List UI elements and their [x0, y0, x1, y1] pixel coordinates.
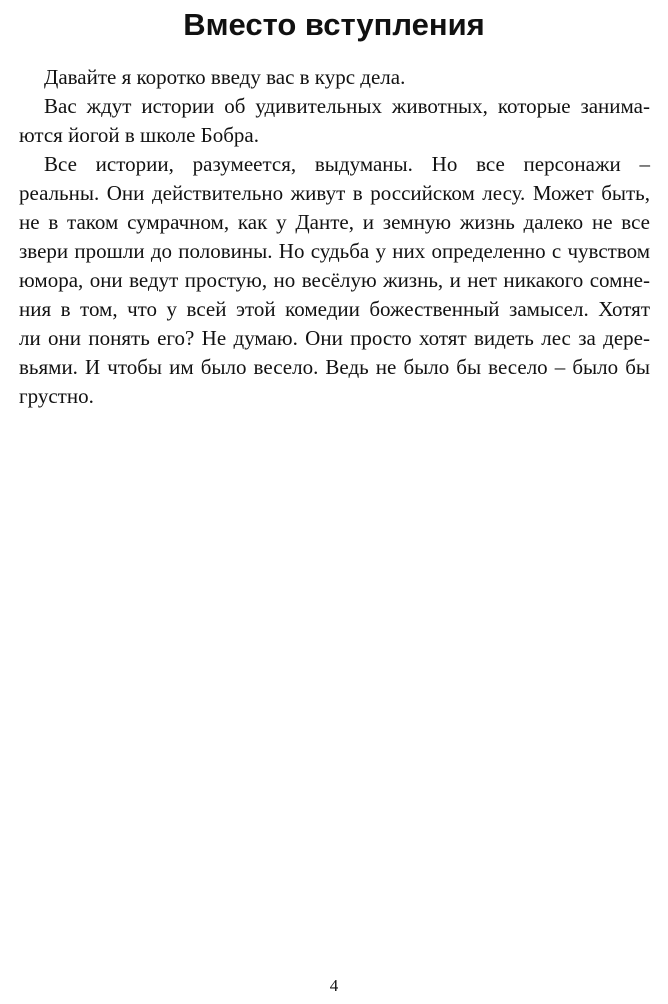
text-line: Все истории, разумеется, выдуманы. Но все персонажи – [44, 152, 650, 176]
text-line: ния в том, что у всей этой комедии божественный замысел. Хотят [19, 297, 650, 321]
page-number: 4 [329, 976, 339, 995]
text-line: ли они понять его? Не думаю. Они просто хотят видеть лес за дере- [19, 326, 650, 350]
text-line: вьями. И чтобы им было весело. Ведь не было бы весело – было бы [19, 355, 650, 379]
text-line: грустно. [19, 384, 94, 408]
text-line: Давайте я коротко введу вас в курс дела. [44, 65, 406, 89]
text-line: реальны. Они действительно живут в российском лесу. Может быть, [19, 181, 650, 205]
text-line: ются йогой в школе Бобра. [19, 123, 259, 147]
text-line: юмора, они ведут простую, но весёлую жизнь, и нет никакого сомне- [19, 268, 650, 292]
text-line: звери прошли до половины. Но судьба у них определенно с чувством [19, 239, 650, 263]
text-line: не в таком сумрачном, как у Данте, и земную жизнь далеко не все [19, 210, 650, 234]
paragraph-3 [19, 150, 650, 411]
chapter-body [19, 63, 650, 411]
text-line: Вас ждут истории об удивительных животных, которые занима- [44, 94, 650, 118]
paragraph-2 [19, 92, 650, 150]
paragraph-1 [19, 63, 650, 92]
chapter-title: Вместо вступления [183, 7, 485, 42]
